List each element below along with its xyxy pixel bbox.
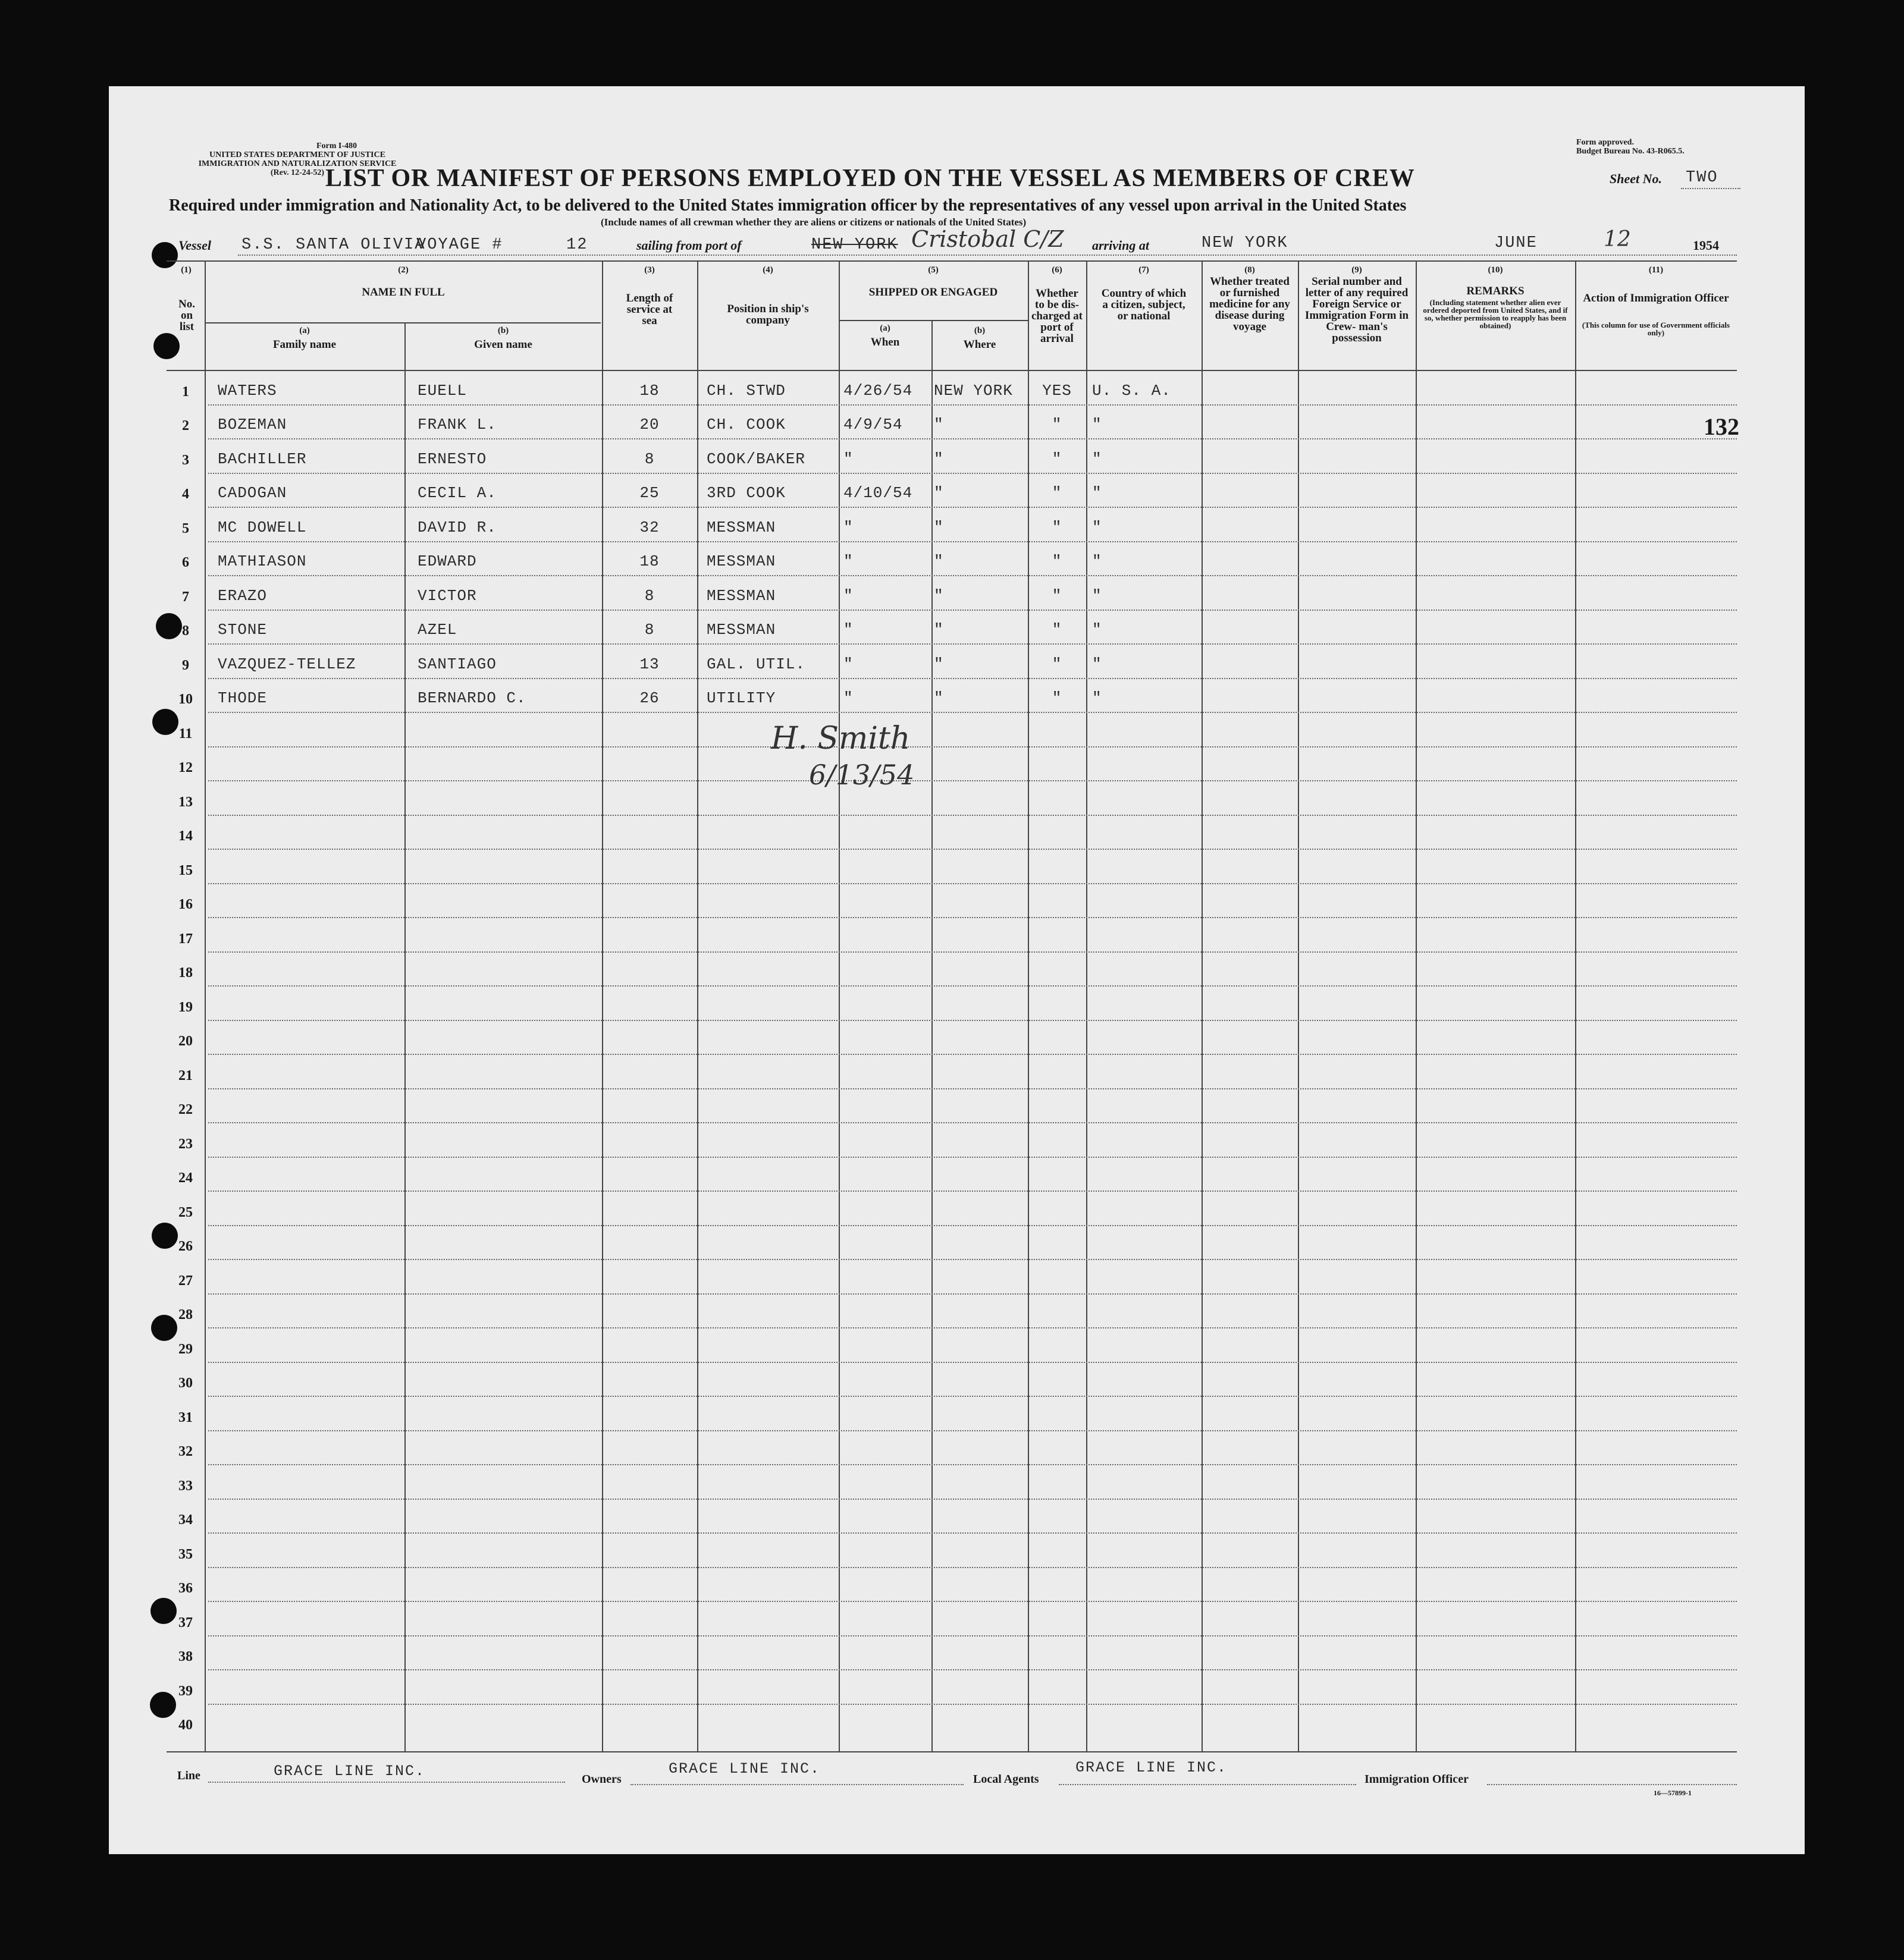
crew-position: MESSMAN [707, 587, 776, 605]
crew-position: GAL. UTIL. [707, 655, 806, 673]
row-rule [208, 1362, 1737, 1363]
col-8-number: (8) [1244, 265, 1255, 275]
row-number: 33 [178, 1478, 193, 1494]
stamp-number: 132 [1704, 413, 1739, 440]
punch-hole [152, 242, 178, 268]
row-rule [208, 507, 1737, 508]
col-10-sublabel: (Including statement whether alien ever ordered deported from United States, and if so, whether permission to reapply has been obtained) [1423, 298, 1568, 330]
crew-discharged: " [1052, 587, 1062, 605]
row-number: 20 [178, 1034, 193, 1049]
crew-family: CADOGAN [218, 484, 287, 502]
crew-discharged: " [1052, 689, 1062, 707]
col-7-number: (7) [1138, 265, 1149, 275]
column-rule [839, 260, 840, 1752]
row-number: 19 [178, 1000, 193, 1015]
row-rule [208, 746, 1737, 747]
row-rule [208, 1669, 1737, 1670]
crew-given: VICTOR [418, 587, 477, 605]
crew-when: 4/26/54 [843, 382, 913, 400]
crew-given: ERNESTO [418, 450, 487, 468]
crew-service: 20 [639, 416, 660, 434]
row-number: 21 [178, 1068, 193, 1083]
row-number: 16 [178, 897, 193, 912]
row-rule [208, 1191, 1737, 1192]
row-number: 6 [182, 555, 189, 570]
crew-when: " [843, 587, 854, 605]
col-11-number: (11) [1648, 265, 1664, 275]
form-number: Form I-480 [316, 142, 357, 150]
row-rule [208, 643, 1737, 645]
col-9-label: Serial number and letter of any required Foreign Service or Immigration Form in Crew- man's possession [1304, 275, 1409, 344]
row-number: 23 [178, 1136, 193, 1152]
name-subheader-rule [205, 322, 601, 323]
crew-country: U. S. A. [1092, 382, 1171, 400]
form-approval [1576, 138, 1685, 156]
row-rule [208, 1396, 1737, 1397]
crew-family: MATHIASON [218, 552, 307, 570]
column-rule [1298, 260, 1299, 1752]
crew-service: 8 [644, 621, 655, 639]
crew-discharged: " [1052, 621, 1062, 639]
row-rule [208, 1020, 1737, 1021]
row-rule [208, 1122, 1737, 1123]
arriving-port: NEW YORK [1202, 234, 1288, 252]
voyage-number: 12 [566, 236, 588, 254]
crew-service: 32 [639, 519, 660, 536]
line-rule [208, 1782, 565, 1783]
row-rule [208, 1088, 1737, 1089]
crew-given: FRANK L. [418, 416, 497, 434]
row-rule [208, 1499, 1737, 1500]
row-number: 40 [178, 1717, 193, 1733]
row-number: 29 [178, 1342, 193, 1357]
crew-where: " [934, 416, 944, 434]
row-number: 2 [182, 418, 189, 434]
manifest-sheet [109, 86, 1805, 1854]
col-4-number: (4) [763, 265, 773, 275]
col-1-label: No. on list [178, 298, 195, 333]
row-number: 1 [182, 384, 189, 400]
row-number: 34 [178, 1512, 193, 1528]
sheet-no-label: Sheet No. [1610, 171, 1662, 186]
row-rule [208, 917, 1737, 918]
punch-hole [153, 333, 180, 359]
sailing-port: NEW YORK [811, 236, 898, 254]
col-11-label: Action of Immigration Officer [1583, 292, 1729, 304]
row-number: 38 [178, 1649, 193, 1664]
vessel-line-rule [238, 255, 1737, 256]
line-label: Line [177, 1769, 200, 1782]
row-number: 8 [182, 623, 189, 639]
row-number: 37 [178, 1615, 193, 1631]
row-rule [208, 473, 1737, 474]
col-5-label: SHIPPED OR ENGAGED [868, 286, 998, 299]
print-code: 16—57899-1 [1654, 1789, 1692, 1797]
approval-text: Form approved. [1576, 138, 1634, 147]
crew-where: NEW YORK [934, 382, 1013, 400]
crew-family: VAZQUEZ-TELLEZ [218, 655, 356, 673]
row-number: 17 [178, 931, 193, 947]
row-rule [208, 1704, 1737, 1705]
row-number: 18 [178, 965, 193, 981]
crew-when: " [843, 689, 854, 707]
row-rule [208, 575, 1737, 576]
crew-family: MC DOWELL [218, 519, 307, 536]
crew-position: UTILITY [707, 689, 776, 707]
crew-country: " [1092, 587, 1102, 605]
crew-discharged: " [1052, 519, 1062, 536]
row-number: 4 [182, 486, 189, 502]
row-rule [208, 1464, 1737, 1465]
row-rule [208, 438, 1737, 439]
local-agents-rule [1059, 1784, 1356, 1785]
col-1-number: (1) [181, 265, 192, 275]
signature-date: 6/13/54 [809, 759, 915, 791]
crew-position: MESSMAN [707, 519, 776, 536]
column-rule [931, 320, 933, 1752]
col-5a-number: (a) [880, 323, 890, 333]
row-number: 36 [178, 1581, 193, 1596]
crew-country: " [1092, 621, 1102, 639]
crew-where: " [934, 484, 944, 502]
row-number: 26 [178, 1239, 193, 1254]
row-number: 13 [178, 794, 193, 810]
table-top-rule [167, 260, 1737, 262]
crew-when: " [843, 552, 854, 570]
crew-when: " [843, 655, 854, 673]
crew-family: BOZEMAN [218, 416, 287, 434]
row-rule [208, 1567, 1737, 1568]
immigration-officer-label: Immigration Officer [1365, 1773, 1469, 1786]
owners-label: Owners [582, 1773, 622, 1786]
col-10-label: REMARKS [1466, 285, 1525, 297]
crew-family: THODE [218, 689, 268, 707]
crew-position: CH. STWD [707, 382, 786, 400]
row-number: 7 [182, 589, 189, 605]
crew-when: " [843, 621, 854, 639]
crew-when: " [843, 450, 854, 468]
row-number: 31 [178, 1410, 193, 1425]
row-number: 3 [182, 453, 189, 468]
vessel-name: S.S. SANTA OLIVIA [241, 236, 426, 254]
crew-discharged: " [1052, 484, 1062, 502]
crew-service: 25 [639, 484, 660, 502]
row-rule [208, 985, 1737, 987]
column-rule [404, 322, 406, 1752]
crew-service: 8 [644, 450, 655, 468]
crew-where: " [934, 689, 944, 707]
department-name: UNITED STATES DEPARTMENT OF JUSTICE [209, 150, 385, 159]
form-note: (Include names of all crewman whether they are aliens or citizens or nationals of the United States) [601, 216, 1027, 228]
row-number: 28 [178, 1307, 193, 1323]
crew-where: " [934, 519, 944, 536]
row-rule [208, 678, 1737, 679]
signature-name: H. Smith [771, 721, 911, 756]
crew-family: BACHILLER [218, 450, 307, 468]
header-bottom-rule [167, 370, 1737, 371]
row-number: 30 [178, 1375, 193, 1391]
crew-given: CECIL A. [418, 484, 497, 502]
col-11-sublabel: (This column for use of Government officials only) [1582, 321, 1730, 337]
crew-when: 4/10/54 [843, 484, 913, 502]
crew-service: 13 [639, 655, 660, 673]
row-rule [208, 780, 1737, 781]
row-number: 5 [182, 521, 189, 536]
column-rule [205, 260, 206, 1752]
sailing-port-handwritten: Cristobal C/Z [911, 226, 1064, 252]
col-2b-number: (b) [497, 326, 509, 335]
row-rule [208, 883, 1737, 884]
crew-family: WATERS [218, 382, 277, 400]
row-rule [208, 1157, 1737, 1158]
crew-where: " [934, 552, 944, 570]
row-number: 15 [178, 863, 193, 878]
col-8-label: Whether treated or furnished medicine for any disease during voyage [1209, 275, 1290, 333]
arrival-month: JUNE [1494, 234, 1538, 252]
crew-given: DAVID R. [418, 519, 497, 536]
crew-country: " [1092, 519, 1102, 536]
col-2a-label: Family name [272, 338, 337, 351]
crew-when: 4/9/54 [843, 416, 903, 434]
column-rule [697, 260, 698, 1752]
row-number: 10 [178, 692, 193, 707]
immigration-officer-rule [1487, 1784, 1737, 1785]
local-agents-value: GRACE LINE INC. [1075, 1759, 1228, 1776]
col-10-number: (10) [1488, 265, 1503, 275]
crew-service: 18 [639, 552, 660, 570]
col-7-label: Country of which a citizen, subject, or national [1101, 287, 1187, 322]
arrival-day: 12 [1604, 227, 1631, 252]
row-number: 35 [178, 1547, 193, 1562]
owners-rule [631, 1784, 964, 1785]
row-number: 39 [178, 1683, 193, 1699]
row-rule [208, 1293, 1737, 1295]
crew-position: MESSMAN [707, 621, 776, 639]
row-rule [208, 1532, 1737, 1534]
row-rule [208, 1635, 1737, 1637]
row-number: 14 [178, 828, 193, 844]
vessel-label: Vessel [178, 238, 211, 253]
row-number: 25 [178, 1205, 193, 1220]
table-bottom-rule [167, 1751, 1737, 1752]
col-2-number: (2) [398, 265, 409, 275]
local-agents-label: Local Agents [973, 1773, 1039, 1786]
crew-service: 18 [639, 382, 660, 400]
shipped-subheader-rule [840, 320, 1028, 321]
form-subtitle: Required under immigration and Nationality Act, to be delivered to the United States immigration officer by the representatives of any vessel upon arrival in the United States [169, 196, 1407, 215]
col-5b-label: Where [963, 338, 996, 351]
crew-discharged: " [1052, 552, 1062, 570]
row-number: 12 [178, 760, 193, 775]
budget-bureau: Budget Bureau No. 43-R065.5. [1576, 147, 1685, 156]
crew-family: STONE [218, 621, 268, 639]
col-6-label: Whether to be dis- charged at port of arrival [1031, 287, 1083, 345]
crew-country: " [1092, 484, 1102, 502]
col-6-number: (6) [1052, 265, 1062, 275]
crew-position: MESSMAN [707, 552, 776, 570]
row-number: 22 [178, 1102, 193, 1117]
row-rule [208, 815, 1737, 816]
crew-given: BERNARDO C. [418, 689, 526, 707]
row-rule [208, 541, 1737, 542]
crew-discharged: " [1052, 450, 1062, 468]
row-rule [208, 1054, 1737, 1055]
col-5b-number: (b) [974, 326, 986, 335]
crew-country: " [1092, 552, 1102, 570]
revision-date: (Rev. 12-24-52) [270, 168, 325, 177]
col-5a-label: When [870, 336, 900, 348]
crew-where: " [934, 621, 944, 639]
col-9-number: (9) [1351, 265, 1362, 275]
crew-discharged: " [1052, 416, 1062, 434]
crew-given: SANTIAGO [418, 655, 497, 673]
column-rule [1202, 260, 1203, 1752]
column-rule [1575, 260, 1576, 1752]
col-2b-label: Given name [474, 338, 532, 351]
row-number: 27 [178, 1273, 193, 1289]
row-rule [208, 849, 1737, 850]
row-rule [208, 1327, 1737, 1328]
col-2a-number: (a) [299, 326, 310, 335]
crew-discharged: YES [1042, 382, 1072, 400]
row-number: 11 [178, 726, 193, 742]
crew-position: CH. COOK [707, 416, 786, 434]
row-rule [208, 712, 1737, 713]
crew-family: ERAZO [218, 587, 268, 605]
col-3-number: (3) [644, 265, 655, 275]
row-number: 24 [178, 1170, 193, 1186]
column-rule [1086, 260, 1087, 1752]
crew-country: " [1092, 416, 1102, 434]
service-name: IMMIGRATION AND NATURALIZATION SERVICE [198, 159, 397, 168]
crew-where: " [934, 655, 944, 673]
column-rule [1416, 260, 1417, 1752]
crew-service: 26 [639, 689, 660, 707]
arriving-label: arriving at [1092, 238, 1149, 253]
sailing-label: sailing from port of [636, 238, 742, 253]
row-rule [208, 951, 1737, 953]
crew-country: " [1092, 655, 1102, 673]
row-rule [208, 610, 1737, 611]
line-value: GRACE LINE INC. [274, 1763, 426, 1780]
crew-position: COOK/BAKER [707, 450, 806, 468]
sheet-no-line [1681, 188, 1740, 189]
crew-position: 3RD COOK [707, 484, 786, 502]
crew-given: EDWARD [418, 552, 477, 570]
col-5-number: (5) [928, 265, 939, 275]
row-rule [208, 1601, 1737, 1602]
col-2-label: NAME IN FULL [362, 286, 445, 299]
crew-when: " [843, 519, 854, 536]
row-rule [208, 1225, 1737, 1226]
voyage-label: VOYAGE # [416, 236, 503, 254]
crew-country: " [1092, 689, 1102, 707]
crew-given: EUELL [418, 382, 468, 400]
col-4-label: Position in ship's company [727, 303, 809, 326]
crew-discharged: " [1052, 655, 1062, 673]
row-number: 32 [178, 1444, 193, 1459]
sheet-no-value: TWO [1686, 169, 1718, 187]
row-rule [208, 404, 1737, 406]
crew-where: " [934, 587, 944, 605]
row-number: 9 [182, 658, 189, 673]
crew-service: 8 [644, 587, 655, 605]
crew-where: " [934, 450, 944, 468]
col-3-label: Length of service at sea [626, 292, 673, 327]
crew-given: AZEL [418, 621, 457, 639]
form-title: LIST OR MANIFEST OF PERSONS EMPLOYED ON THE VESSEL AS MEMBERS OF CREW [325, 165, 1415, 192]
owners-value: GRACE LINE INC. [669, 1760, 821, 1777]
crew-country: " [1092, 450, 1102, 468]
arrival-year: 1954 [1693, 238, 1719, 253]
row-rule [208, 1430, 1737, 1431]
row-rule [208, 1259, 1737, 1260]
